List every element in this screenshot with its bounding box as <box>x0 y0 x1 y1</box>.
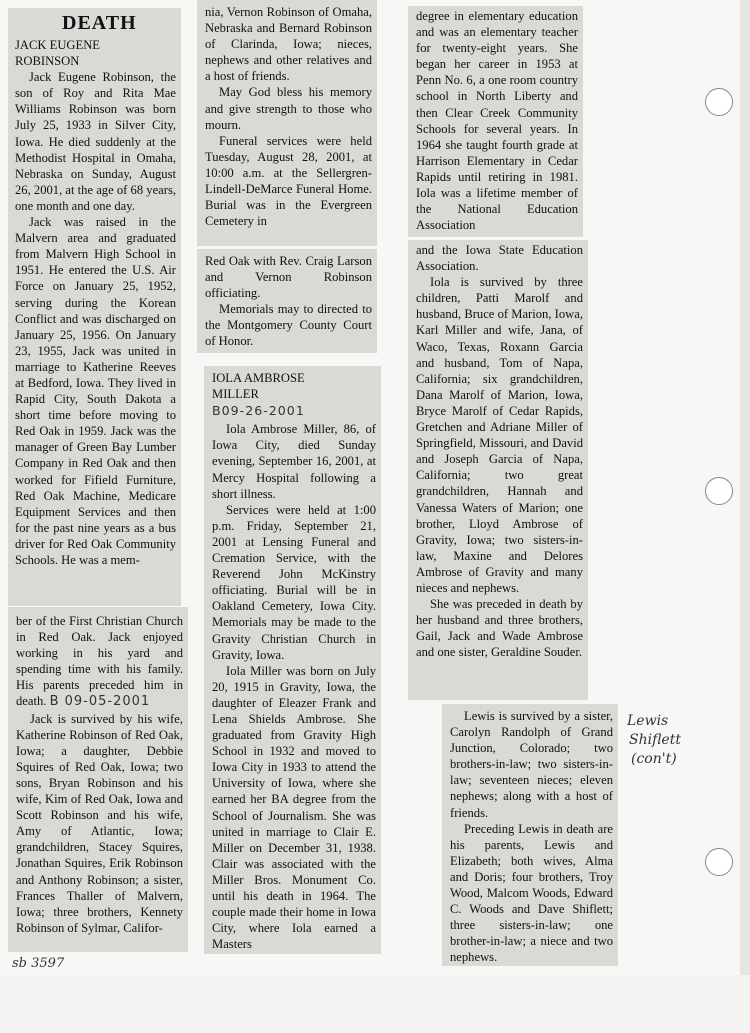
paragraph: Memorials may to directed to the Montgomery County Court of Honor. <box>205 302 372 349</box>
death-heading: DEATH <box>62 12 137 34</box>
clipping-miller-part1 <box>204 366 381 954</box>
obituary-name-line2: MILLER <box>212 387 259 402</box>
clipping-robinson-part4 <box>197 249 377 353</box>
paragraph: ber of the First Christian Church in Red Oak. Jack enjoyed working in his yard and spending time with his family. His parents preceded him in death. B 09-05-2001 <box>16 614 183 710</box>
paragraph: Jack was raised in the Malvern area and graduated from Malvern High School in 1951. He entered the U.S. Air Force on January 25, 1952, serving during the Korean Conflict and was discharged on January 25, 1956. On January 23, 1955, Jack was united in marriage to Katherine Reeves at Bedford, Iowa. They lived in Rapid City, South Dakota a short time before moving to Red Oak in 1959. Jack was the manager of Green Bay Lumber Company in Red Oak and then worked for Fifield Furniture, Red Oak Machine, Medicare Equipment Services and then for the past nine years as a bus driver for Red Oak Community Schools. He was a mem- <box>15 215 176 567</box>
obituary-name-line1: JACK EUGENE <box>15 38 101 52</box>
clipping-robinson-part3 <box>197 0 377 246</box>
handwritten-date: B 09-05-2001 <box>49 694 151 710</box>
binder-hole <box>705 477 733 505</box>
clipping-robinson-part2 <box>8 607 188 952</box>
obituary-name-line1: IOLA AMBROSE <box>212 371 305 385</box>
paragraph: Jack is survived by his wife, Katherine Robinson of Red Oak, Iowa; a daughter, Debbie Squires of Red Oak, Iowa; two sons, Bryan Robinson and his wife, Kim of Red Oak, Iowa and Scott Robinson and his wife, Amy of Atlantic, Iowa; grandchildren, Stacey Squires, Jonathan Squires, Erik Robinson and Anthony Robinson; a sister, Frances Thaller of Malvern, Iowa; three brothers, Kennety Robinson of Sylmar, Califor- <box>16 711 183 935</box>
paragraph: Preceding Lewis in death are his parents, Lewis and Elizabeth; both wives, Alma and Doris; four brothers, Troy Wood, Malcom Woods, Edward C. Woods and Dave Shiflett; three sisters-in-law; one brother-in-law; a niece and two nephews. <box>450 821 613 965</box>
paragraph: degree in elementary education and was an elementary teacher for twenty-eight years. She began her career in 1953 at Penn No. 6, a one room country school in North Liberty and then Clear Creek Community Schools for several years. In 1964 she taught fourth grade at Harrison Elementary in Cedar Rapids until retiring in 1981. Iola was a lifetime member of the National Education Association <box>416 9 578 233</box>
paragraph: She was preceded in death by her husband and three brothers, Gail, Jack and Wade Ambrose and one sister, Geraldine Souder. <box>416 597 583 660</box>
paragraph: Jack Eugene Robinson, the son of Roy and Rita Mae Williams Robinson was born July 25, 1933 in Silver City, Iowa. He died suddenly at the Methodist Hospital in Omaha, Nebraska on Sunday, August 26, 2001, at the age of 68 years, one month and one day. <box>15 70 176 213</box>
clipping-shiflett <box>442 704 618 966</box>
handwritten-note-line: Shiflett <box>629 732 681 748</box>
paragraph: Iola is survived by three children, Patti Marolf and husband, Bruce of Marion, Iowa, Karl Miller and wife, Jana, of Waco, Texas, Roxann Garcia and husband, Tom of Napa, California; six grandchildren, Dana Marolf of Marion, Iowa, Bryce Marolf of Cedar Rapids, Gretchen and Adriane Miller of Springfield, Missouri, and David and Joseph Garcia of Napa, California; two great grandchildren, Hannah and Vanessa Waters of Marion; one brother, Lloyd Ambrose of Gravity, Iowa; two sisters-in-law, Maxine and Delores Ambrose of Gravity and many nieces and nephews. <box>416 275 583 595</box>
paragraph: Iola Ambrose Miller, 86, of Iowa City, died Sunday evening, September 16, 2001, at Mercy Hospital following a short illness. <box>212 422 376 501</box>
clipping-robinson-part1 <box>8 8 181 606</box>
paragraph: Lewis is survived by a sister, Carolyn Randolph of Grand Junction, Colorado; two brothers-in-law; two sisters-in-law; seventeen nieces; eleven nephews; along with a host of friends. <box>450 709 613 820</box>
handwritten-note-line: Lewis <box>627 713 669 729</box>
handwritten-note <box>627 712 697 769</box>
paragraph: nia, Vernon Robinson of Omaha, Nebraska and Bernard Robinson of Clarinda, Iowa; nieces, nephews and other relatives and a host of friends. <box>205 5 372 84</box>
paragraph: Iola Miller was born on July 20, 1915 in Gravity, Iowa, the daughter of Eleazer Frank and Lena Shields Ambrose. She graduated from Gravity High School in 1932 and moved to Iowa City in 1933 to attend the University of Iowa, where she earned her BA degree from the School of Journalism. She was united in marriage to Clair E. Miller on December 31, 1938. Clair was associated with the Miller Bros. Monument Co. until his death in 1964. The couple made their home in Iowa City, where Iola earned a Masters <box>212 663 376 952</box>
paragraph: May God bless his memory and give strength to those who mourn. <box>205 85 372 132</box>
handwritten-note-line: (con't) <box>631 751 677 767</box>
page-reference: sb 3597 <box>12 956 65 971</box>
clipping-miller-part2 <box>408 6 583 237</box>
paragraph: and the Iowa State Education Association. <box>416 243 583 274</box>
page-bottom-margin <box>0 975 750 1033</box>
paragraph: Funeral services were held Tuesday, August 28, 2001, at 10:00 a.m. at the Sellergren-Lindell-DeMarce Funeral Home. Burial was in the Evergreen Cemetery in <box>205 133 372 229</box>
page-edge <box>740 0 750 1033</box>
paragraph: Services were held at 1:00 p.m. Friday, September 21, 2001 at Lensing Funeral and Cremation Service, with the Reverend John McKinstry officiating. Burial will be in Oakland Cemetery, Iowa City. Memorials may be made to the Gravity Christian Church in Gravity, Iowa. <box>212 502 376 662</box>
binder-hole <box>705 88 733 116</box>
obituary-name-line2: ROBINSON <box>15 54 80 69</box>
binder-hole <box>705 848 733 876</box>
paragraph: Red Oak with Rev. Craig Larson and Vernon Robinson officiating. <box>205 254 372 301</box>
handwritten-date: B09-26-2001 <box>212 403 305 419</box>
clipping-miller-part3 <box>408 240 588 700</box>
